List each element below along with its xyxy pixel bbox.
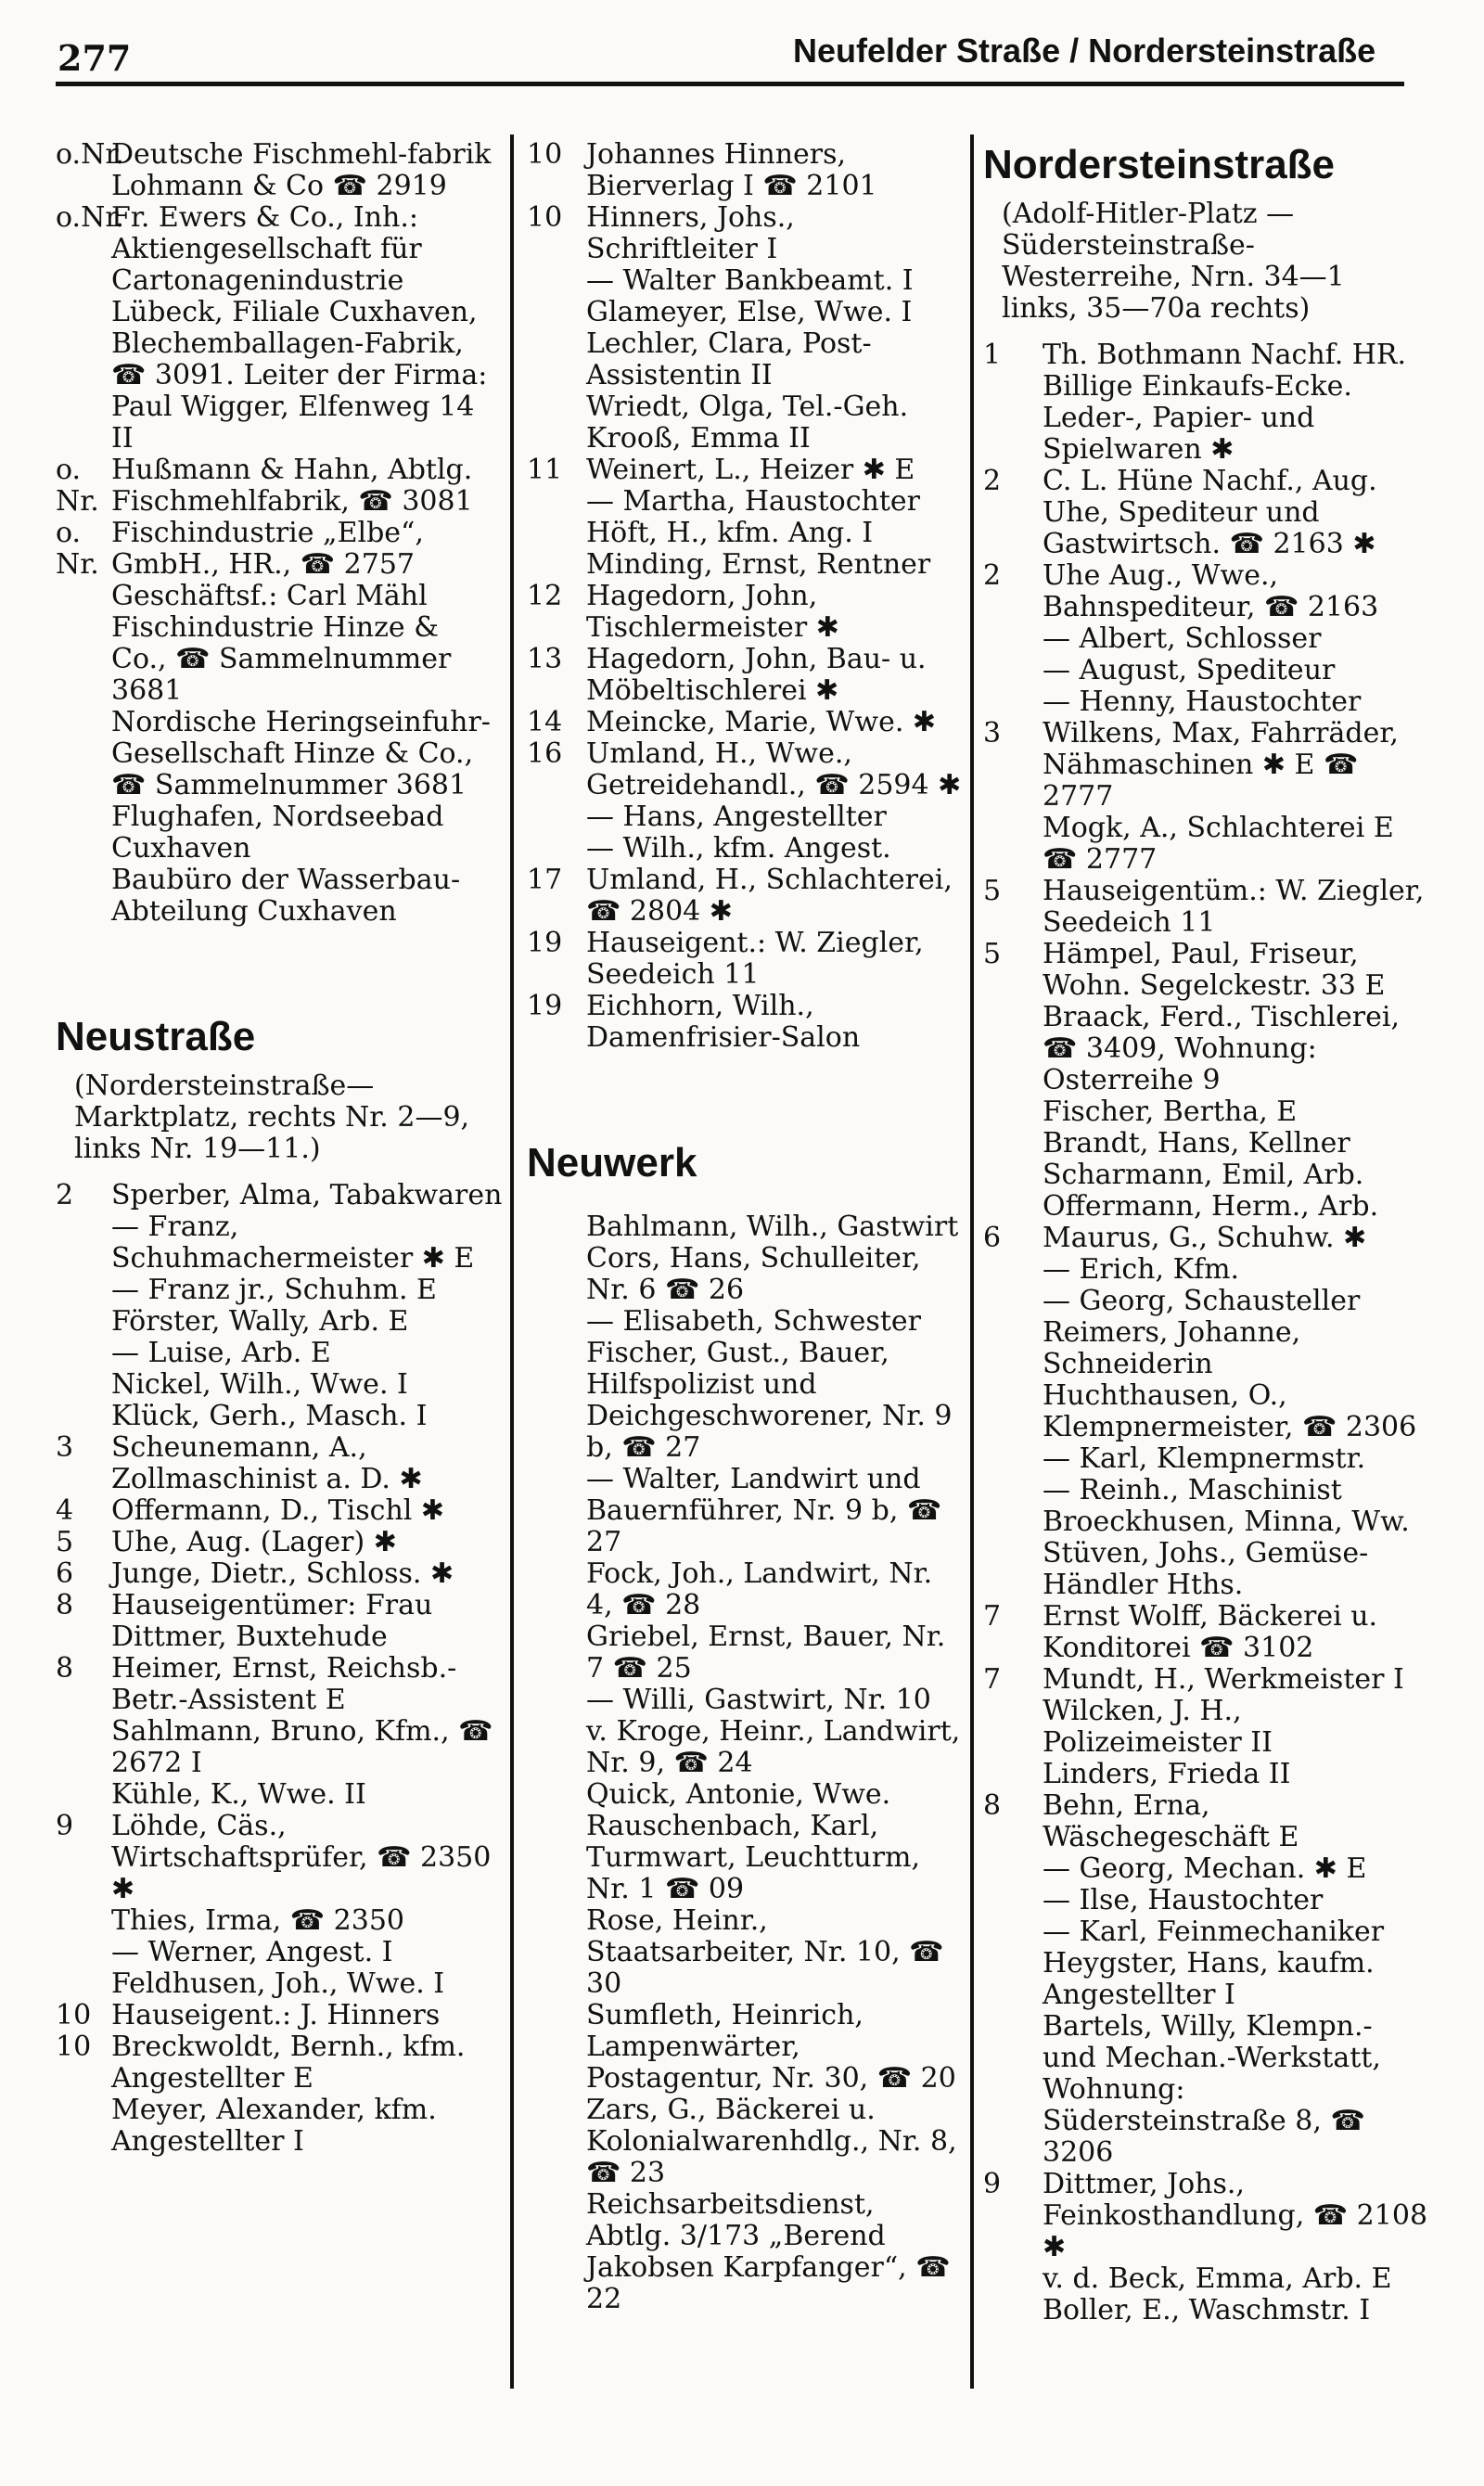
entry-text: Dittmer, Johs., Feinkosthandlung, ☎ 2108 ✱ xyxy=(1043,2168,1428,2263)
left-entries-top xyxy=(56,139,503,928)
entry-text: — Walter Bankbeamt. I xyxy=(586,264,914,297)
entry-text: Junge, Dietr., Schloss. ✱ xyxy=(111,1557,454,1590)
entry-text: — Karl, Feinmechaniker xyxy=(1043,1916,1385,1948)
entry-text: Meyer, Alexander, kfm. Angestellter I xyxy=(111,2094,437,2158)
directory-entry xyxy=(527,1905,963,2000)
directory-entry xyxy=(527,1558,963,1621)
house-number: 2 xyxy=(983,465,1002,497)
directory-entry xyxy=(56,1558,503,1590)
directory-entry xyxy=(527,928,963,991)
directory-entry xyxy=(56,1779,503,1811)
directory-entry xyxy=(527,1338,963,1464)
middle-entries-top xyxy=(527,139,963,1054)
entry-text: Stüven, Johs., Gemüse-Händler Hths. xyxy=(1043,1537,1369,1601)
directory-entry xyxy=(983,1538,1428,1601)
entry-text: Fischindustrie Hinze & Co., ☎ Sammelnummer 3681 xyxy=(111,611,452,707)
entry-text: Löhde, Cäs., Wirtschaftsprüfer, ☎ 2350 ✱ xyxy=(111,1810,492,1905)
house-number: 10 xyxy=(56,2031,92,2063)
entry-text: — Henny, Haustochter xyxy=(1043,686,1362,718)
directory-entry xyxy=(527,1716,963,1779)
directory-entry xyxy=(56,1527,503,1558)
directory-entry xyxy=(983,876,1428,939)
directory-entry xyxy=(527,391,963,423)
entry-text: Flughafen, Nordseebad Cuxhaven xyxy=(111,801,444,865)
directory-entry xyxy=(527,738,963,801)
column-divider-right xyxy=(970,135,974,2389)
house-number: 19 xyxy=(527,927,563,959)
entry-text: v. Kroge, Heinr., Landwirt, Nr. 9, ☎ 24 xyxy=(586,1715,961,1779)
directory-entry xyxy=(527,139,963,202)
column-middle xyxy=(527,139,963,2315)
left-entries-bottom xyxy=(56,1180,503,2158)
house-number: 14 xyxy=(527,706,563,738)
house-number: 17 xyxy=(527,864,563,896)
header-rule xyxy=(56,82,1404,86)
house-number: 5 xyxy=(983,875,1002,907)
house-number: 1 xyxy=(983,339,1002,371)
house-number: o.Nr. xyxy=(56,138,124,171)
entry-text: — Willi, Gastwirt, Nr. 10 xyxy=(586,1684,931,1716)
directory-entry xyxy=(983,560,1428,623)
directory-entry xyxy=(527,265,963,297)
house-number: 9 xyxy=(983,2168,1002,2200)
directory-entry xyxy=(56,202,503,455)
directory-entry xyxy=(56,1180,503,1211)
page-number: 277 xyxy=(58,37,132,79)
entry-text: — Hans, Angestellter xyxy=(586,801,887,833)
house-number: 3 xyxy=(983,717,1002,750)
entry-text: Heygster, Hans, kaufm. Angestellter I xyxy=(1043,1947,1375,2011)
directory-entry xyxy=(56,2095,503,2158)
entry-text: Nickel, Wilh., Wwe. I xyxy=(111,1368,408,1401)
directory-entry xyxy=(527,455,963,486)
entry-text: — Elisabeth, Schwester xyxy=(586,1305,921,1338)
entry-text: Fock, Joh., Landwirt, Nr. 4, ☎ 28 xyxy=(586,1557,933,1621)
entry-text: — Franz jr., Schuhm. E xyxy=(111,1274,437,1306)
right-entries xyxy=(983,340,1428,2326)
directory-entry xyxy=(983,1443,1428,1475)
directory-entry xyxy=(983,1380,1428,1443)
entry-text: Rose, Heinr., Staatsarbeiter, Nr. 10, ☎ 30 xyxy=(586,1904,944,2000)
directory-entry xyxy=(56,707,503,801)
entry-text: Wriedt, Olga, Tel.-Geh. xyxy=(586,391,909,423)
entry-text: Hinners, Johs., Schriftleiter I xyxy=(586,201,795,265)
house-number: 8 xyxy=(983,1789,1002,1822)
house-number: 4 xyxy=(56,1494,74,1527)
entry-text: Reimers, Johanne, Schneiderin xyxy=(1043,1316,1301,1380)
entry-text: — August, Spediteur xyxy=(1043,654,1336,686)
section-subhead-neustrasse: (Nordersteinstraße—Marktplatz, rechts Nr. 2—9, links Nr. 19—11.) xyxy=(74,1070,470,1165)
entry-text: Broeckhusen, Minna, Ww. xyxy=(1043,1506,1410,1538)
entry-text: Bartels, Willy, Klempn.- und Mechan.-Werkstatt, Wohnung: Südersteinstraße 8, ☎ 3206 xyxy=(1043,2010,1381,2169)
directory-entry xyxy=(527,202,963,265)
entry-text: Sperber, Alma, Tabakwaren xyxy=(111,1179,503,1211)
entry-text: Johannes Hinners, Bierverlag I ☎ 2101 xyxy=(586,138,877,202)
entry-text: Wilkens, Max, Fahrräder, Nähmaschinen ✱ E ☎ 2777 xyxy=(1043,717,1399,813)
entry-text: Sahlmann, Bruno, Kfm., ☎ 2672 I xyxy=(111,1715,493,1779)
entry-text: Fischer, Bertha, E xyxy=(1043,1096,1298,1128)
entry-text: Krooß, Emma II xyxy=(586,422,811,455)
house-number: 12 xyxy=(527,580,563,612)
directory-entry xyxy=(56,1369,503,1401)
entry-text: v. d. Beck, Emma, Arb. E xyxy=(1043,2262,1392,2295)
directory-entry xyxy=(983,1853,1428,1885)
directory-entry xyxy=(983,655,1428,686)
directory-entry xyxy=(56,2031,503,2095)
house-number: o. Nr. xyxy=(56,517,99,581)
directory-entry xyxy=(527,801,963,833)
directory-entry xyxy=(527,865,963,928)
column-left xyxy=(56,139,503,2158)
house-number: 2 xyxy=(983,559,1002,592)
entry-text: Maurus, G., Schuhw. ✱ xyxy=(1043,1222,1367,1254)
directory-entry xyxy=(527,1811,963,1905)
directory-entry xyxy=(527,1621,963,1685)
entry-text: Offermann, D., Tischl ✱ xyxy=(111,1494,445,1527)
entry-text: Heimer, Ernst, Reichsb.-Betr.-Assistent E xyxy=(111,1652,457,1716)
entry-text: Quick, Antonie, Wwe. xyxy=(586,1778,891,1811)
entry-text: — Erich, Kfm. xyxy=(1043,1253,1240,1286)
directory-entry xyxy=(56,1211,503,1275)
column-divider-left xyxy=(510,135,514,2389)
entry-text: Feldhusen, Joh., Wwe. I xyxy=(111,1967,445,2000)
directory-entry xyxy=(56,801,503,865)
directory-entry xyxy=(56,518,503,612)
entry-text: — Georg, Schausteller xyxy=(1043,1285,1361,1317)
entry-text: Glameyer, Else, Wwe. I xyxy=(586,296,913,328)
house-number: o. Nr. xyxy=(56,454,99,518)
directory-entry xyxy=(527,1211,963,1243)
entry-text: Hauseigent.: J. Hinners xyxy=(111,1999,441,2031)
entry-text: — Walter, Landwirt und Bauernführer, Nr. 9 b, ☎ 27 xyxy=(586,1463,942,1558)
directory-entry xyxy=(983,623,1428,655)
entry-text: Uhe, Aug. (Lager) ✱ xyxy=(111,1526,397,1558)
directory-entry xyxy=(527,1685,963,1716)
entry-text: Griebel, Ernst, Bauer, Nr. 7 ☎ 25 xyxy=(586,1621,946,1685)
house-number: 6 xyxy=(983,1222,1002,1254)
directory-entry xyxy=(527,2095,963,2189)
directory-entry xyxy=(527,328,963,391)
directory-entry xyxy=(527,486,963,518)
entry-text: Huchthausen, O., Klempnermeister, ☎ 2306 xyxy=(1043,1379,1417,1443)
directory-entry xyxy=(983,718,1428,813)
directory-entry xyxy=(56,1275,503,1306)
directory-entry xyxy=(983,1002,1428,1096)
entry-text: Hußmann & Hahn, Abtlg. Fischmehlfabrik, ☎ 3081 xyxy=(111,454,473,518)
entry-text: Weinert, L., Heizer ✱ E xyxy=(586,454,915,486)
entry-text: Klück, Gerh., Masch. I xyxy=(111,1400,428,1432)
directory-entry xyxy=(56,1716,503,1779)
entry-text: — Albert, Schlosser xyxy=(1043,622,1322,655)
entry-text: Baubüro der Wasserbau-Abteilung Cuxhaven xyxy=(111,864,461,928)
entry-text: Umland, H., Wwe., Getreidehandl., ☎ 2594 ✱ xyxy=(586,737,962,801)
directory-entry xyxy=(527,581,963,644)
directory-entry xyxy=(527,518,963,549)
directory-entry xyxy=(983,2011,1428,2169)
entry-text: Mundt, H., Werkmeister I xyxy=(1043,1663,1404,1696)
directory-entry xyxy=(527,1243,963,1306)
entry-text: Meincke, Marie, Wwe. ✱ xyxy=(586,706,937,738)
entry-text: Linders, Frieda II xyxy=(1043,1758,1291,1790)
directory-entry xyxy=(983,813,1428,876)
house-number: 10 xyxy=(56,1999,92,2031)
house-number: 5 xyxy=(983,938,1002,970)
directory-entry xyxy=(527,297,963,328)
entry-text: Brandt, Hans, Kellner xyxy=(1043,1127,1350,1160)
directory-entry xyxy=(527,707,963,738)
entry-text: Nordische Heringseinfuhr-Gesellschaft Hinze & Co., ☎ Sammelnummer 3681 xyxy=(111,706,491,801)
directory-entry xyxy=(983,1254,1428,1286)
directory-entry xyxy=(56,1937,503,1968)
house-number: 13 xyxy=(527,643,563,675)
directory-entry xyxy=(56,1968,503,2000)
directory-entry xyxy=(983,1191,1428,1223)
entry-text: — Karl, Klempnermstr. xyxy=(1043,1442,1366,1475)
directory-entry xyxy=(983,939,1428,1002)
entry-text: Hauseigentümer: Frau Dittmer, Buxtehude xyxy=(111,1589,433,1653)
directory-entry xyxy=(983,1223,1428,1254)
entry-text: Hauseigentüm.: W. Ziegler, Seedeich 11 xyxy=(1043,875,1425,939)
entry-text: — Werner, Angest. I xyxy=(111,1936,393,1968)
entry-text: Bahlmann, Wilh., Gastwirt xyxy=(586,1211,959,1243)
house-number: 2 xyxy=(56,1179,74,1211)
directory-entry xyxy=(527,833,963,865)
entry-text: Hagedorn, John, Tischlermeister ✱ xyxy=(586,580,839,644)
entry-text: Scharmann, Emil, Arb. xyxy=(1043,1159,1364,1191)
entry-text: Scheunemann, A., Zollmaschinist a. D. ✱ xyxy=(111,1431,423,1495)
directory-entry xyxy=(983,1664,1428,1696)
house-number: 10 xyxy=(527,138,563,171)
house-number: 19 xyxy=(527,990,563,1022)
directory-entry xyxy=(527,644,963,707)
directory-entry xyxy=(983,1885,1428,1916)
directory-entry xyxy=(527,1306,963,1338)
entry-text: Förster, Wally, Arb. E xyxy=(111,1305,409,1338)
entry-text: Rauschenbach, Karl, Turmwart, Leuchtturm, Nr. 1 ☎ 09 xyxy=(586,1810,921,1905)
house-number: 16 xyxy=(527,737,563,770)
directory-entry xyxy=(56,1338,503,1369)
entry-text: Behn, Erna, Wäschegeschäft E xyxy=(1043,1789,1299,1853)
directory-entry xyxy=(983,1128,1428,1160)
directory-entry xyxy=(983,1696,1428,1759)
house-number: 3 xyxy=(56,1431,74,1464)
entry-text: Höft, H., kfm. Ang. I xyxy=(586,517,874,549)
house-number: 9 xyxy=(56,1810,74,1842)
entry-text: Mogk, A., Schlachterei E ☎ 2777 xyxy=(1043,812,1394,876)
entry-text: Cors, Hans, Schulleiter, Nr. 6 ☎ 26 xyxy=(586,1242,921,1306)
directory-entry xyxy=(56,1905,503,1937)
directory-entry xyxy=(56,1401,503,1432)
directory-entry xyxy=(527,549,963,581)
entry-text: Hagedorn, John, Bau- u. Möbeltischlerei ✱ xyxy=(586,643,927,707)
house-number: 6 xyxy=(56,1557,74,1590)
entry-text: Kühle, K., Wwe. II xyxy=(111,1778,366,1811)
entry-text: — Reinh., Maschinist xyxy=(1043,1474,1342,1506)
directory-entry xyxy=(527,1464,963,1558)
section-subhead-nordersteinstrasse: (Adolf-Hitler-Platz — Südersteinstraße-Westerreihe, Nrn. 34—1 links, 35—70a rechts) xyxy=(1002,198,1345,325)
directory-entry xyxy=(56,865,503,928)
directory-entry xyxy=(56,455,503,518)
house-number: 5 xyxy=(56,1526,74,1558)
entry-text: Boller, E., Waschmstr. I xyxy=(1043,2294,1371,2326)
entry-text: — Georg, Mechan. ✱ E xyxy=(1043,1852,1367,1885)
page-header-title: Neufelder Straße / Nordersteinstraße xyxy=(793,32,1376,70)
entry-text: Thies, Irma, ☎ 2350 xyxy=(111,1904,404,1937)
entry-text: Umland, H., Schlachterei, ☎ 2804 ✱ xyxy=(586,864,953,928)
directory-entry xyxy=(56,1811,503,1905)
directory-entry xyxy=(56,2000,503,2031)
entry-text: Offermann, Herm., Arb. xyxy=(1043,1190,1379,1223)
directory-entry xyxy=(983,340,1428,466)
entry-text: C. L. Hüne Nachf., Aug. Uhe, Spediteur und Gastwirtsch. ☎ 2163 ✱ xyxy=(1043,465,1377,560)
directory-entry xyxy=(527,423,963,455)
directory-entry xyxy=(983,1096,1428,1128)
directory-entry xyxy=(527,2000,963,2095)
directory-entry xyxy=(983,1506,1428,1538)
section-heading-neuwerk: Neuwerk xyxy=(527,1140,697,1185)
directory-entry xyxy=(56,139,503,202)
directory-entry xyxy=(983,2263,1428,2295)
entry-text: Deutsche Fischmehl-fabrik Lohmann & Co ☎ 2919 xyxy=(111,138,492,202)
directory-entry xyxy=(983,1759,1428,1790)
directory-entry xyxy=(527,1779,963,1811)
entry-text: Lechler, Clara, Post-Assistentin II xyxy=(586,327,872,391)
directory-entry xyxy=(56,1495,503,1527)
entry-text: Reichsarbeitsdienst, Abtlg. 3/173 „Berend Jakobsen Karpfanger“, ☎ 22 xyxy=(586,2188,951,2315)
entry-text: Breckwoldt, Bernh., kfm. Angestellter E xyxy=(111,2031,466,2095)
entry-text: Fischer, Gust., Bauer, Hilfspolizist und Deichgeschworener, Nr. 9 b, ☎ 27 xyxy=(586,1337,953,1464)
directory-entry xyxy=(56,612,503,707)
directory-entry xyxy=(983,2169,1428,2263)
directory-entry xyxy=(983,686,1428,718)
entry-text: Minding, Ernst, Rentner xyxy=(586,548,931,581)
house-number: 10 xyxy=(527,201,563,234)
entry-text: — Martha, Haustochter xyxy=(586,485,920,518)
entry-text: Fischindustrie „Elbe“, GmbH., HR., ☎ 2757 Geschäftsf.: Carl Mähl xyxy=(111,517,428,612)
entry-text: Wilcken, J. H., Polizeimeister II xyxy=(1043,1695,1273,1759)
entry-text: — Wilh., kfm. Angest. xyxy=(586,832,891,865)
directory-entry xyxy=(983,1475,1428,1506)
directory-entry xyxy=(983,1601,1428,1664)
directory-entry xyxy=(983,1916,1428,1948)
directory-entry xyxy=(56,1432,503,1495)
entry-text: Uhe Aug., Wwe., Bahnspediteur, ☎ 2163 xyxy=(1043,559,1379,623)
directory-entry xyxy=(983,1317,1428,1380)
entry-text: Braack, Ferd., Tischlerei, ☎ 3409, Wohnung: Osterreihe 9 xyxy=(1043,1001,1400,1096)
entry-text: Eichhorn, Wilh., Damenfrisier-Salon xyxy=(586,990,861,1054)
column-right xyxy=(983,139,1428,2326)
directory-entry xyxy=(983,466,1428,560)
house-number: 11 xyxy=(527,454,563,486)
entry-text: Hämpel, Paul, Friseur, Wohn. Segelckestr. 33 E xyxy=(1043,938,1386,1002)
middle-entries-bottom xyxy=(527,1211,963,2315)
house-number: 7 xyxy=(983,1663,1002,1696)
entry-text: — Franz, Schuhmachermeister ✱ E xyxy=(111,1211,475,1275)
section-heading-nordersteinstrasse: Nordersteinstraße xyxy=(983,142,1336,187)
entry-text: — Ilse, Haustochter xyxy=(1043,1884,1324,1916)
directory-entry xyxy=(983,2295,1428,2326)
house-number: o.Nr. xyxy=(56,201,124,234)
entry-text: Fr. Ewers & Co., Inh.: Aktiengesellschaft für Cartonagenindustrie Lübeck, Filiale Cuxhaven, Blechemballagen-Fabrik, ☎ 3091. Leiter der Firma: Paul Wigger, Elfenweg 14 II xyxy=(111,201,488,455)
directory-entry xyxy=(56,1653,503,1716)
directory-entry xyxy=(983,1790,1428,1853)
entry-text: Hauseigent.: W. Ziegler, Seedeich 11 xyxy=(586,927,924,991)
house-number: 8 xyxy=(56,1589,74,1621)
entry-text: Sumfleth, Heinrich, Lampenwärter, Postagentur, Nr. 30, ☎ 20 xyxy=(586,1999,956,2095)
directory-entry xyxy=(983,1948,1428,2011)
house-number: 8 xyxy=(56,1652,74,1685)
entry-text: Zars, G., Bäckerei u. Kolonialwarenhdlg., Nr. 8, ☎ 23 xyxy=(586,2094,957,2189)
entry-text: Th. Bothmann Nachf. HR. Billige Einkaufs-Ecke. Leder-, Papier- und Spielwaren ✱ xyxy=(1043,339,1407,466)
entry-text: — Luise, Arb. E xyxy=(111,1337,331,1369)
house-number: 7 xyxy=(983,1600,1002,1633)
directory-entry xyxy=(527,2189,963,2315)
entry-text: Ernst Wolff, Bäckerei u. Konditorei ☎ 3102 xyxy=(1043,1600,1378,1664)
section-heading-neustrasse: Neustraße xyxy=(56,1014,256,1059)
directory-entry xyxy=(983,1286,1428,1317)
directory-entry xyxy=(56,1306,503,1338)
directory-entry xyxy=(56,1590,503,1653)
directory-entry xyxy=(527,991,963,1054)
directory-entry xyxy=(983,1160,1428,1191)
